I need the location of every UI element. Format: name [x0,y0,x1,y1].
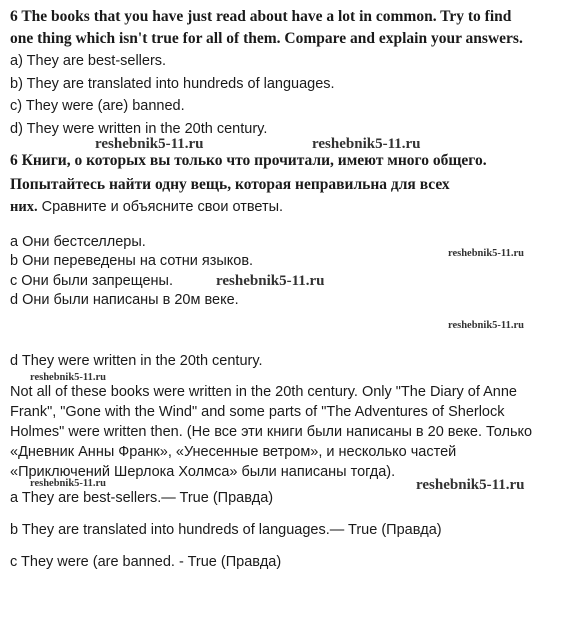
task-ru-option-b: b Они переведены на сотни языков. [10,253,254,269]
task-ru-heading-line3-bold: них. [10,199,38,215]
watermark: reshebnik5-11.ru [30,372,106,383]
watermark: reshebnik5-11.ru [416,477,525,493]
task-ru-option-c: c Они были запрещены. [10,273,173,289]
watermark: reshebnik5-11.ru [448,248,524,259]
answer-choice: d They were written in the 20th century. [10,353,263,369]
task-en-option-b: b) They are translated into hundreds of languages. [10,76,335,92]
task-ru-heading-line3 [10,198,283,216]
task-ru-heading-line2: Попытайтесь найти одну вещь, которая неправильна для всех [10,176,450,193]
answer-explanation-line1: Not all of these books were written in the 20th century. Only "The Diary of Anne [10,384,517,400]
task-ru-option-a: a Они бестселлеры. [10,234,146,250]
watermark: reshebnik5-11.ru [30,478,106,489]
task-ru-option-d: d Они были написаны в 20м веке. [10,292,239,308]
task-ru-heading-line3-rest: Сравните и объясните свои ответы. [37,199,284,215]
watermark: reshebnik5-11.ru [448,320,524,331]
watermark: reshebnik5-11.ru [216,273,325,289]
answer-explanation-line5: «Приключений Шерлока Холмса» были написаны тогда). [10,464,396,480]
task-en-option-c: c) They were (are) banned. [10,98,185,114]
task-en-heading-line1: 6 The books that you have just read about have a lot in common. Try to find [10,8,512,25]
answer-check-b: b They are translated into hundreds of languages.— True (Правда) [10,522,442,538]
answer-explanation-line4: «Дневник Анны Франк», «Унесенные ветром», и несколько частей [10,444,457,460]
answer-check-a: a They are best-sellers.— True (Правда) [10,490,274,506]
watermark: reshebnik5-11.ru [95,136,204,152]
task-en-option-a: a) They are best-sellers. [10,53,167,69]
answer-explanation-line3: Holmes" were written then. (Не все эти книги были написаны в 20 веке. Только [10,424,533,440]
task-ru-heading-line1: 6 Книги, о которых вы только что прочитали, имеют много общего. [10,152,487,169]
answer-explanation-line2: Frank", "Gone with the Wind" and some parts of "The Adventures of Sherlock [10,404,505,420]
task-en-option-d: d) They were written in the 20th century. [10,121,268,137]
watermark: reshebnik5-11.ru [312,136,421,152]
answer-check-c: c They were (are banned. - True (Правда) [10,554,282,570]
task-en-heading-line2: one thing which isn't true for all of them. Compare and explain your answers. [10,30,523,47]
